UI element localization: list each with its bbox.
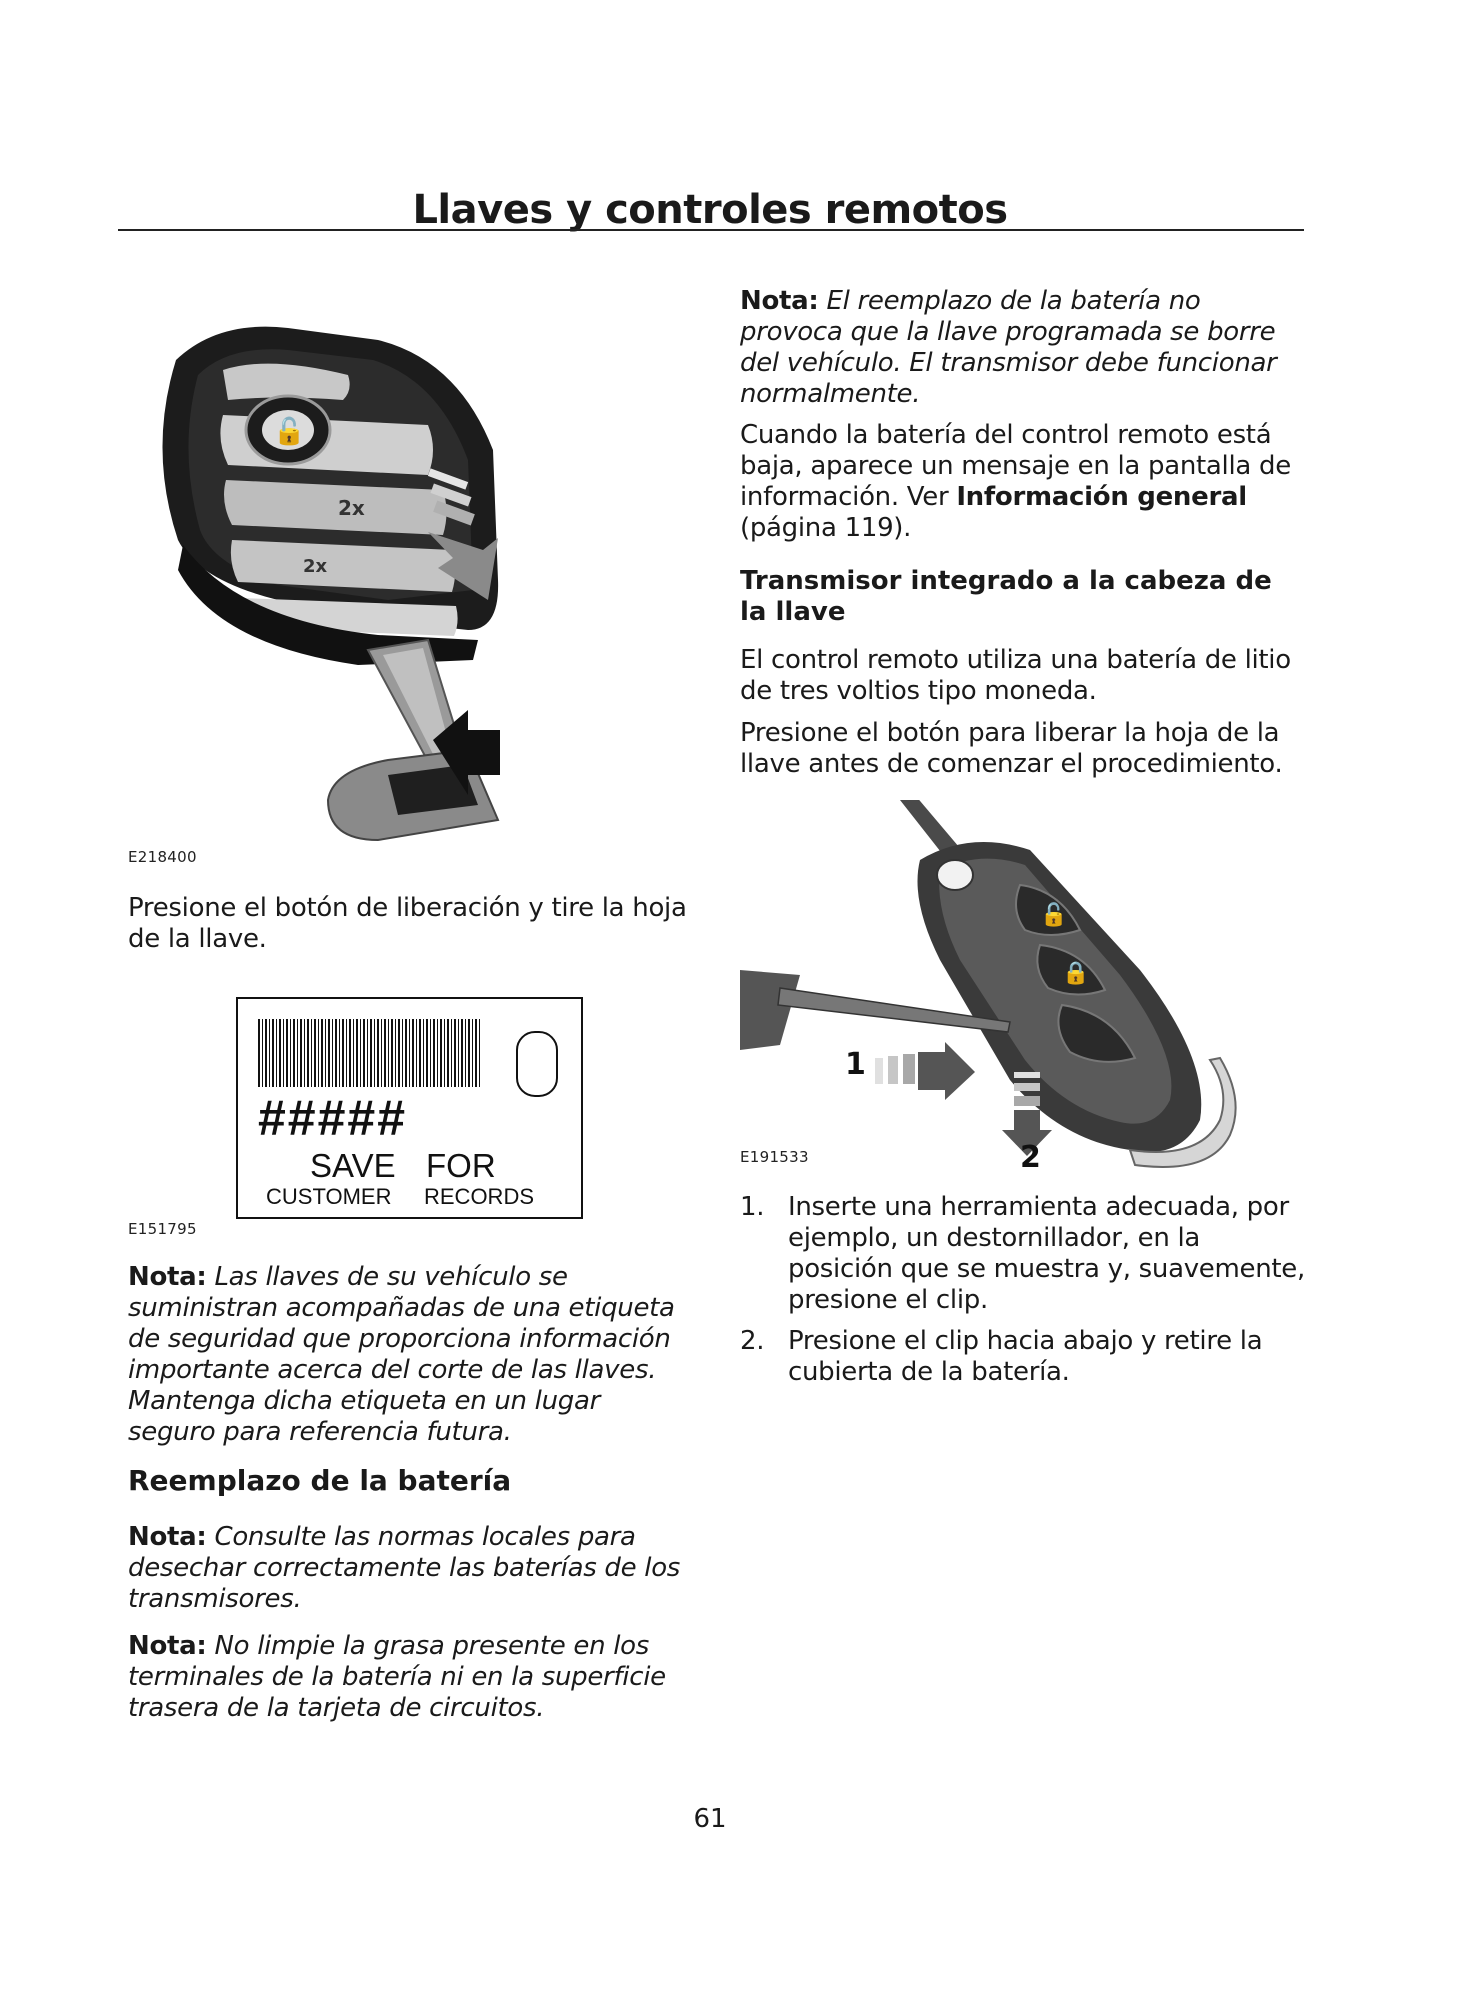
- procedure-steps: [740, 1192, 1305, 1388]
- section-heading: Reemplazo de la batería: [128, 1464, 512, 1497]
- note-body: Las llaves de su vehículo se suministran acompañadas de una etiqueta de seguridad que proporciona información importante acerca del corte de las llaves. Mantenga dicha etiqueta en un lugar seguro para referencia futura.: [128, 1262, 675, 1447]
- note-disposal: [128, 1522, 688, 1615]
- step-number: 1.: [740, 1192, 765, 1222]
- release-blade-paragraph: Presione el botón para liberar la hoja de la llave antes de comenzar el procedimiento.: [740, 718, 1283, 779]
- note-label: Nota:: [128, 1631, 207, 1661]
- note-body: El reemplazo de la batería no provoca que la llave programada se borre del vehículo. El transmisor debe funcionar normalmente.: [740, 286, 1277, 409]
- cross-reference-link[interactable]: Información general: [956, 482, 1247, 512]
- note-battery-reprogram: [740, 286, 1305, 410]
- list-item: [740, 1326, 1305, 1388]
- svg-text:2x: 2x: [303, 556, 328, 577]
- step-text: Presione el clip hacia abajo y retire la cubierta de la batería.: [788, 1326, 1263, 1387]
- svg-text:🔓: 🔓: [273, 417, 306, 447]
- note-body: No limpie la grasa presente en los terminales de la batería ni en la superficie trasera de la tarjeta de circuitos.: [128, 1631, 666, 1723]
- key-code-placeholder: #####: [258, 1090, 408, 1146]
- note-label: Nota:: [740, 286, 819, 316]
- smart-key-blade-illustration: [128, 300, 668, 860]
- key-ring-hole: [516, 1031, 558, 1097]
- svg-text:2x: 2x: [338, 496, 365, 520]
- note-key-tag: [128, 1262, 688, 1448]
- page-title: Llaves y controles remotos: [412, 186, 1008, 233]
- figure-caption: Presione el botón de liberación y tire la hoja de la llave.: [128, 893, 687, 954]
- figure-id: E151795: [128, 1220, 197, 1238]
- page-number: 61: [693, 1804, 727, 1834]
- battery-type-paragraph: El control remoto utiliza una batería de litio de tres voltios tipo moneda.: [740, 645, 1291, 706]
- flip-key-battery-illustration: [740, 800, 1300, 1170]
- tag-save: SAVE: [310, 1147, 396, 1184]
- subsection-heading: Transmisor integrado a la cabeza de la llave: [740, 566, 1272, 627]
- tag-customer: CUSTOMER: [266, 1184, 392, 1209]
- tag-for: FOR: [426, 1147, 496, 1184]
- list-item: [740, 1192, 1305, 1316]
- note-body: Consulte las normas locales para desechar correctamente las baterías de los transmisores.: [128, 1522, 681, 1614]
- svg-text:🔒: 🔒: [1062, 961, 1090, 986]
- callout-2: 2: [1020, 1140, 1041, 1175]
- callout-1: 1: [845, 1047, 866, 1082]
- step-number: 2.: [740, 1326, 765, 1356]
- tag-records: RECORDS: [424, 1184, 535, 1209]
- step-text: Inserte una herramienta adecuada, por ejemplo, un destornillador, en la posición que se muestra y, suavemente, presione el clip.: [788, 1192, 1305, 1315]
- note-label: Nota:: [128, 1262, 207, 1292]
- low-battery-paragraph: [740, 420, 1305, 544]
- key-security-tag: [236, 997, 583, 1219]
- paragraph-text: (página 119).: [740, 513, 912, 543]
- title-divider: [118, 229, 1304, 231]
- svg-text:🔓: 🔓: [1040, 903, 1068, 928]
- figure-id: E191533: [740, 1148, 809, 1166]
- note-grease: [128, 1631, 688, 1724]
- note-label: Nota:: [128, 1522, 207, 1552]
- figure-id: E218400: [128, 848, 197, 866]
- paragraph-text: Cuando la batería del control remoto está baja, aparece un mensaje en la pantalla de información. Ver: [740, 420, 1291, 512]
- barcode: [258, 1019, 480, 1087]
